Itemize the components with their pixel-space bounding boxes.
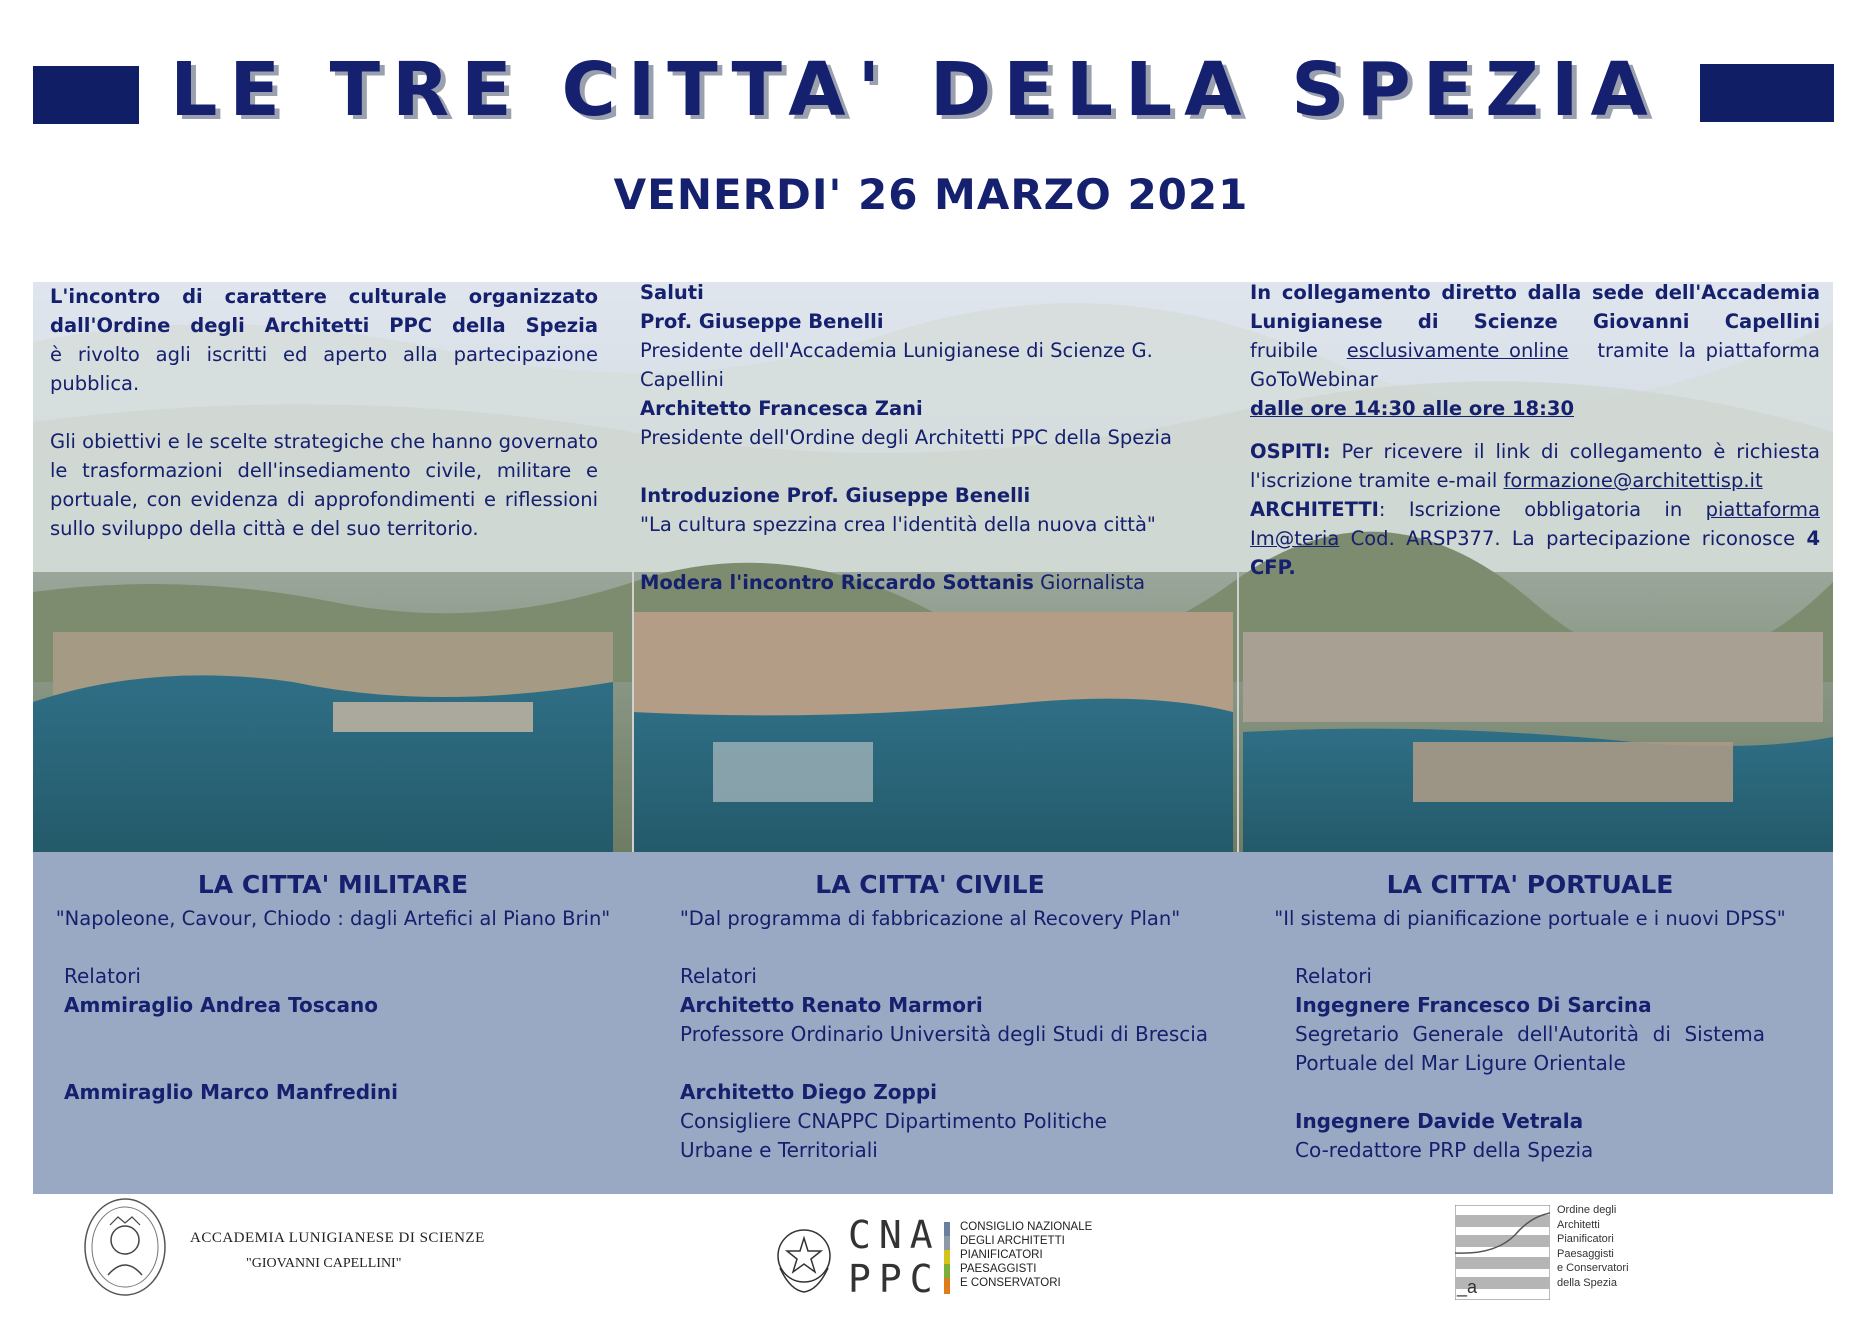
- academy-seal-logo: [80, 1195, 170, 1305]
- order-text: [1557, 1203, 1629, 1290]
- council-line: CONSIGLIO NAZIONALE: [960, 1221, 1093, 1233]
- section-port-body: [1295, 962, 1765, 1165]
- architects-label: ARCHITETTI: [1250, 498, 1379, 521]
- introduction-quote: "La cultura spezzina crea l'identità della nuova città": [640, 513, 1156, 536]
- intro-lead-rest: è rivolto agli iscritti ed aperto alla partecipazione pubblica.: [50, 343, 598, 395]
- council-line: E CONSERVATORI: [960, 1277, 1061, 1289]
- italian-emblem-logo: [770, 1218, 838, 1298]
- order-line: Ordine degli: [1557, 1204, 1617, 1216]
- guests-email-link[interactable]: formazione@architettisp.it: [1503, 469, 1763, 492]
- connection-info: In collegamento diretto dalla sede dell'Accademia Lunigianese di Scienze Giovanni Capellini: [1250, 281, 1820, 333]
- guests-label: OSPITI:: [1250, 440, 1331, 463]
- section-civil-title: LA CITTA' CIVILE: [815, 870, 1045, 899]
- page-title: LE TRE CITTA' DELLA SPEZIA: [170, 47, 1660, 133]
- intro-lead: L'incontro di carattere culturale organizzato dall'Ordine degli Architetti PPC della Spezia: [50, 285, 598, 337]
- info-column: [1250, 278, 1820, 582]
- speaker-zoppi: Architetto Diego Zoppi: [680, 1080, 938, 1104]
- event-hours: dalle ore 14:30 alle ore 18:30: [1250, 397, 1575, 420]
- moderator-role: Giornalista: [1040, 571, 1146, 594]
- title-bar-left: [33, 66, 139, 124]
- order-logo-mark: _a: [1457, 1277, 1478, 1297]
- speaker-marmori: Architetto Renato Marmori: [680, 993, 983, 1017]
- moderator-label: Modera l'incontro Riccardo Sottanis: [640, 571, 1034, 594]
- intro-objectives: Gli obiettivi e le scelte strategiche che hanno governato le trasformazioni dell'insediamento civile, militare e portuale, con evidenza di approfondimenti e riflessioni sullo sviluppo della città e del suo territorio.: [50, 430, 598, 540]
- intro-column: [50, 282, 598, 543]
- council-line: PAESAGGISTI: [960, 1263, 1037, 1275]
- speaker-vetrala-role: Co-redattore PRP della Spezia: [1295, 1138, 1594, 1162]
- speaker-di-sarcina-role: Segretario Generale dell'Autorità di Sistema Portuale del Mar Ligure Orientale: [1295, 1022, 1765, 1075]
- section-military-title: LA CITTA' MILITARE: [197, 870, 469, 899]
- access-pre: fruibile: [1250, 339, 1318, 362]
- order-line: della Spezia: [1557, 1276, 1617, 1289]
- academy-subname: "GIOVANNI CAPELLINI": [246, 1256, 402, 1271]
- cna-logo-top: CNA: [848, 1213, 941, 1257]
- academy-name: ACCADEMIA LUNIGIANESE DI SCIENZE: [190, 1230, 485, 1246]
- relatori-label: Relatori: [64, 964, 141, 988]
- architects-imateria-link[interactable]: Im@teria: [1250, 527, 1340, 550]
- council-line: DEGLI ARCHITETTI: [960, 1235, 1065, 1247]
- access-post: tramite la piattaforma GoToWebinar: [1250, 339, 1820, 391]
- speaker-benelli: Prof. Giuseppe Benelli: [640, 310, 884, 333]
- guests-text: Per ricevere il link di collegamento è richiesta l'iscrizione tramite e-mail: [1250, 440, 1820, 492]
- section-military-subtitle: "Napoleone, Cavour, Chiodo : dagli Artefici al Piano Brin": [55, 907, 611, 930]
- section-civil-subtitle: "Dal programma di fabbricazione al Recovery Plan": [679, 907, 1181, 930]
- architects-code: Cod. ARSP377. La partecipazione riconosce: [1350, 527, 1796, 550]
- order-line: Paesaggisti: [1557, 1247, 1614, 1260]
- section-port-title: LA CITTA' PORTUALE: [1386, 870, 1674, 899]
- relatori-label: Relatori: [680, 964, 757, 988]
- saluti-label: Saluti: [640, 281, 704, 304]
- speaker-vetrala: Ingegnere Davide Vetrala: [1295, 1109, 1584, 1133]
- speaker-zani-role: Presidente dell'Ordine degli Architetti PPC della Spezia: [640, 426, 1172, 449]
- architects-cfp: 4 CFP.: [1250, 527, 1821, 579]
- cna-color-stripe: [944, 1222, 950, 1294]
- architects-platform-link[interactable]: piattaforma: [1705, 498, 1820, 521]
- event-date: VENERDI' 26 MARZO 2021: [613, 170, 1249, 219]
- speaker-marmori-role: Professore Ordinario Università degli Studi di Brescia: [680, 1022, 1209, 1046]
- speaker-toscano: Ammiraglio Andrea Toscano: [64, 993, 378, 1017]
- speaker-benelli-role: Presidente dell'Accademia Lunigianese di Scienze G. Capellini: [640, 339, 1153, 391]
- access-link[interactable]: esclusivamente online: [1346, 339, 1569, 362]
- section-civil-body: [680, 962, 1220, 1165]
- program-column: [640, 278, 1230, 597]
- order-line: Architetti: [1557, 1218, 1600, 1231]
- order-line: e Conservatori: [1557, 1262, 1629, 1274]
- section-port-subtitle: "Il sistema di pianificazione portuale e i nuovi DPSS": [1274, 907, 1786, 930]
- council-text: [960, 1220, 1092, 1290]
- speaker-zoppi-role: Consigliere CNAPPC Dipartimento Politiche Urbane e Territoriali: [680, 1109, 1107, 1162]
- relatori-label: Relatori: [1295, 964, 1372, 988]
- introduction-label: Introduzione Prof. Giuseppe Benelli: [640, 484, 1031, 507]
- speaker-manfredini: Ammiraglio Marco Manfredini: [64, 1080, 398, 1104]
- speaker-di-sarcina: Ingegnere Francesco Di Sarcina: [1295, 993, 1652, 1017]
- architects-text: : Iscrizione obbligatoria in: [1378, 498, 1683, 521]
- title-bar-right: [1700, 64, 1834, 122]
- speaker-zani: Architetto Francesca Zani: [640, 397, 923, 420]
- section-military-body: [64, 962, 604, 1107]
- order-line: Pianificatori: [1557, 1233, 1614, 1245]
- council-line: PIANIFICATORI: [960, 1249, 1043, 1261]
- cna-logo-bottom: PPC: [848, 1257, 941, 1301]
